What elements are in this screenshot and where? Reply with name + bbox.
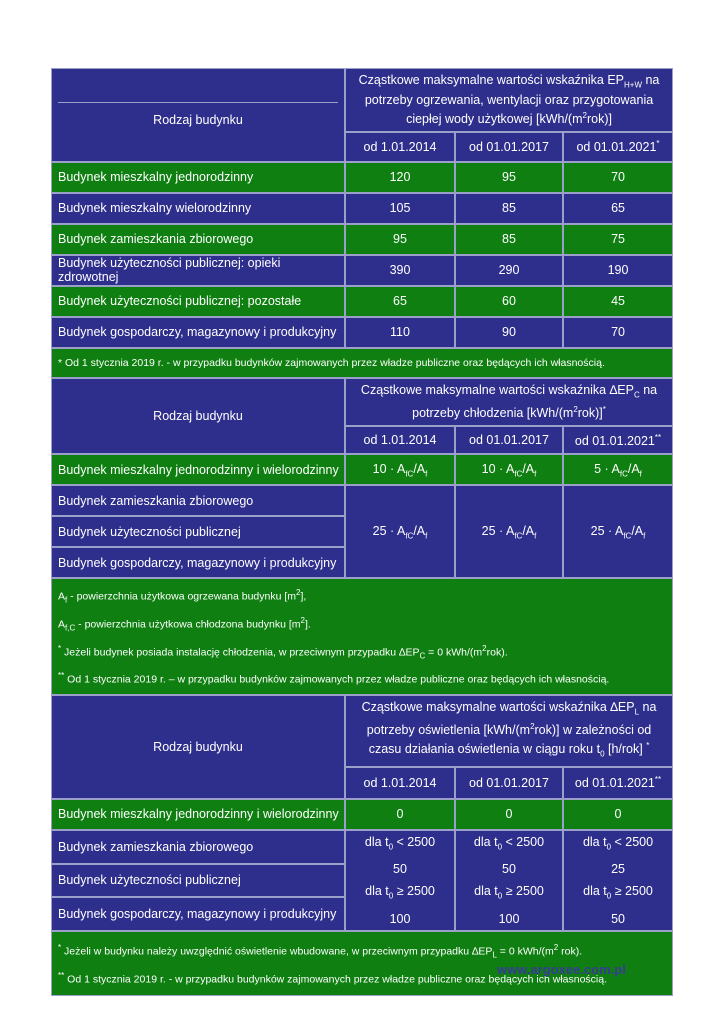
coef: /A	[413, 461, 426, 476]
footnote-mark: **	[58, 671, 65, 681]
coef: /A	[627, 461, 640, 476]
note-text: rok).	[486, 646, 508, 658]
document	[51, 68, 673, 996]
condition-lt	[456, 831, 562, 859]
column-header-building-type	[51, 378, 345, 455]
note-text: rok).	[558, 945, 583, 958]
footnote	[58, 583, 666, 611]
value-cell: 120	[345, 162, 455, 193]
value-cell: 70	[563, 317, 673, 348]
header-sub: L	[634, 707, 640, 717]
sub: 0	[497, 842, 503, 852]
note-text: Od 1 stycznia 2019 r. - w przypadku budynków zajmowanych przez władze publiczne oraz będących ich własnością.	[64, 973, 608, 985]
year-header: od 01.01.2017	[455, 132, 563, 162]
header-sub: C	[633, 390, 640, 400]
sup: 2	[553, 942, 559, 952]
value-cell	[563, 454, 673, 485]
row-label: Budynek gospodarczy, magazynowy i produkcyjny	[51, 317, 345, 348]
header-sup: 2	[582, 110, 587, 120]
value-cell: 110	[345, 317, 455, 348]
value-cell: 45	[563, 286, 673, 317]
header-text: Cząstkowe maksymalne wartości wskaźnika EP	[358, 73, 624, 87]
indicator-header	[345, 695, 673, 767]
value-cell: 105	[345, 193, 455, 224]
sub: f	[534, 469, 537, 479]
cond: < 2500	[611, 834, 654, 849]
sub: 0	[388, 842, 394, 852]
value: 50	[611, 911, 625, 926]
table-row	[51, 162, 673, 193]
note-text: A	[58, 618, 66, 631]
table-row	[51, 224, 673, 255]
value-cell: 0	[345, 799, 455, 830]
value: 100	[498, 911, 520, 926]
year-header	[563, 132, 673, 162]
table-row	[51, 193, 673, 224]
value-cell	[455, 485, 563, 578]
footnote-mark: **	[654, 432, 662, 442]
row-label: Budynek użyteczności publicznej: opieki zdrowotnej	[51, 255, 345, 286]
column-header-building-type	[51, 68, 345, 162]
sub: f	[425, 531, 428, 541]
header-text: na potrzeby chłodzenia [kWh/(m	[412, 382, 658, 421]
column-header-label: Rodzaj budynku	[153, 113, 243, 128]
value-cell: 65	[563, 193, 673, 224]
cond: dla t	[473, 834, 498, 849]
sub: fC	[514, 531, 523, 541]
sub: f	[643, 531, 646, 541]
header-text: rok)] w zależności od czasu działania oświetlenia w ciągu roku t	[368, 723, 652, 757]
cond: dla t	[365, 884, 389, 899]
sub: 0	[497, 891, 503, 901]
sub: f	[639, 469, 642, 479]
note-text: ].	[305, 618, 311, 631]
sub: 0	[606, 842, 612, 852]
column-header-building-type	[51, 695, 345, 799]
header-sup: 2	[530, 722, 535, 732]
value-cell: 95	[345, 224, 455, 255]
row-label: Budynek zamieszkania zbiorowego	[51, 830, 345, 864]
footnotes	[51, 578, 673, 694]
sub: 0	[606, 891, 612, 901]
cond: ≥ 2500	[393, 884, 435, 899]
header-text: [h/rok]	[604, 742, 647, 757]
footnote-mark: *	[58, 643, 62, 653]
sup: 2	[482, 643, 487, 653]
sub: f	[425, 469, 428, 479]
row-label: Budynek mieszkalny wielorodzinny	[51, 193, 345, 224]
value-cell: 75	[563, 224, 673, 255]
coef: 25 · A	[481, 523, 515, 538]
sub: f	[534, 531, 537, 541]
value-cell: 65	[345, 286, 455, 317]
sub: fC	[405, 469, 414, 479]
footnote: * Od 1 stycznia 2019 r. - w przypadku budynków zajmowanych przez władze publiczne oraz będących ich własnością.	[51, 348, 673, 378]
coef: 25 · A	[372, 523, 406, 538]
header-text: Cząstkowe maksymalne wartości wskaźnika ∆EP	[361, 699, 635, 714]
value-cell	[563, 485, 673, 578]
row-label: Budynek użyteczności publicznej	[51, 516, 345, 547]
value: 50	[502, 862, 516, 877]
footnote-mark: **	[58, 970, 65, 980]
cond: dla t	[583, 884, 607, 899]
row-label: Budynek zamieszkania zbiorowego	[51, 485, 345, 516]
value-cell: 60	[455, 286, 563, 317]
row-label: Budynek mieszkalny jednorodzinny i wielorodzinny	[51, 454, 345, 485]
condition-ge	[456, 880, 562, 908]
note-text: Jeżeli w budynku należy uwzględnić oświetlenie wbudowane, w przeciwnym przypadku ∆EP	[61, 945, 493, 958]
value-cell: 290	[455, 255, 563, 286]
value-cell: 0	[455, 799, 563, 830]
table-row	[51, 485, 673, 516]
value-cell: 190	[563, 255, 673, 286]
row-label: Budynek mieszkalny jednorodzinny	[51, 162, 345, 193]
value-cell: 85	[455, 193, 563, 224]
value-cell	[455, 830, 563, 931]
sub: fC	[619, 469, 628, 479]
sub: 0	[388, 891, 394, 901]
header-text: rok)]	[586, 111, 612, 126]
cond: < 2500	[502, 834, 545, 849]
sub: f	[65, 595, 68, 605]
sup: 2	[300, 615, 305, 625]
value-cell	[563, 830, 673, 931]
note-text: - powierzchnia użytkowa ogrzewana budynku [m	[67, 590, 297, 603]
header-sub: H+W	[624, 80, 642, 90]
row-label: Budynek zamieszkania zbiorowego	[51, 224, 345, 255]
header-text: rok)]	[577, 406, 603, 421]
indicator-header	[345, 68, 673, 132]
value-cell: 70	[563, 162, 673, 193]
sub: fC	[405, 531, 414, 541]
table-row	[51, 317, 673, 348]
year-header: od 1.01.2014	[345, 426, 455, 454]
header-sup: 2	[573, 405, 578, 415]
value-cell	[455, 454, 563, 485]
condition-ge	[346, 880, 454, 908]
condition-lt	[346, 831, 454, 859]
sub: f,C	[65, 623, 76, 633]
row-label: Budynek użyteczności publicznej: pozostałe	[51, 286, 345, 317]
table-row	[51, 286, 673, 317]
value-cell	[345, 454, 455, 485]
sub: fC	[514, 469, 523, 479]
note-text: = 0 kWh/(m	[425, 646, 483, 658]
value: 100	[389, 911, 411, 926]
cond: dla t	[582, 834, 607, 849]
year-header: od 01.01.2017	[455, 767, 563, 799]
coef: 25 · A	[590, 523, 624, 538]
cond: < 2500	[393, 834, 436, 849]
row-label: Budynek użyteczności publicznej	[51, 864, 345, 898]
value-cell: 0	[563, 799, 673, 830]
column-header-label: Rodzaj budynku	[153, 408, 243, 423]
value: 25	[611, 862, 625, 877]
header-text: Cząstkowe maksymalne wartości wskaźnika ∆EP	[360, 382, 634, 397]
year-header	[563, 767, 673, 799]
note-text: - powierzchnia użytkowa chłodzona budynku [m	[75, 618, 301, 631]
table-row	[51, 255, 673, 286]
footnote	[58, 666, 666, 690]
value-cell	[345, 830, 455, 931]
coef: 10 · A	[372, 461, 406, 476]
value-cell	[345, 485, 455, 578]
note-text: A	[58, 590, 66, 603]
header-text: na potrzeby oświetlenia [kWh/(m	[366, 699, 657, 738]
indicator-header	[345, 378, 673, 427]
header-sub: 0	[600, 749, 605, 759]
value-cell: 390	[345, 255, 455, 286]
footnote-mark: *	[58, 942, 62, 952]
footnote-mark: *	[602, 405, 606, 415]
year-header: od 01.01.2017	[455, 426, 563, 454]
coef: 10 · A	[481, 461, 515, 476]
note-text: ],	[300, 590, 307, 603]
value-cell: 85	[455, 224, 563, 255]
row-label: Budynek gospodarczy, magazynowy i produkcyjny	[51, 897, 345, 931]
footnote-mark: *	[656, 139, 660, 149]
header-text: na potrzeby ogrzewania, wentylacji oraz przygotowania ciepłej wody użytkowej [kWh/(m	[364, 73, 660, 126]
sub: C	[419, 651, 426, 661]
note-text: = 0 kWh/(m	[496, 945, 554, 958]
year-label: od 01.01.2021	[576, 140, 657, 155]
table-row	[51, 830, 673, 864]
table-row	[51, 799, 673, 830]
note-text: Od 1 stycznia 2019 r. – w przypadku budynków zajmowanych przez władze publiczne oraz będących ich własnością.	[64, 673, 610, 686]
coef: /A	[413, 523, 426, 538]
year-header	[563, 426, 673, 454]
value-cell: 90	[455, 317, 563, 348]
cond: dla t	[364, 834, 389, 849]
column-header-label: Rodzaj budynku	[153, 739, 243, 754]
coef: /A	[522, 523, 535, 538]
row-label: Budynek mieszkalny jednorodzinny i wielorodzinny	[51, 799, 345, 830]
footnote	[58, 639, 666, 667]
cond: ≥ 2500	[502, 884, 544, 899]
coef: /A	[522, 461, 535, 476]
year-header: od 1.01.2014	[345, 767, 455, 799]
row-label: Budynek gospodarczy, magazynowy i produkcyjny	[51, 547, 345, 578]
footnote-mark: **	[654, 775, 662, 785]
year-label: od 01.01.2021	[574, 776, 655, 791]
table-heating	[51, 68, 673, 378]
footnote	[58, 611, 666, 639]
footer-website: www.argoxee.com.pl	[497, 962, 626, 977]
table-cooling	[51, 378, 673, 695]
table-lighting	[51, 695, 673, 996]
value-cell: 95	[455, 162, 563, 193]
table-row	[51, 454, 673, 485]
sup: 2	[296, 588, 301, 598]
coef: /A	[631, 523, 644, 538]
condition-lt	[564, 831, 672, 859]
sub: L	[492, 950, 497, 960]
cond: ≥ 2500	[611, 884, 653, 899]
footnote-mark: *	[646, 741, 650, 751]
coef: 5 · A	[594, 461, 620, 476]
note-text: Jeżeli budynek posiada instalację chłodzenia, w przeciwnym przypadku ∆EP	[61, 646, 420, 658]
value: 50	[393, 862, 407, 877]
year-label: od 01.01.2021	[574, 433, 655, 448]
condition-ge	[564, 880, 672, 908]
sub: fC	[623, 531, 632, 541]
year-header: od 1.01.2014	[345, 132, 455, 162]
cond: dla t	[474, 884, 498, 899]
